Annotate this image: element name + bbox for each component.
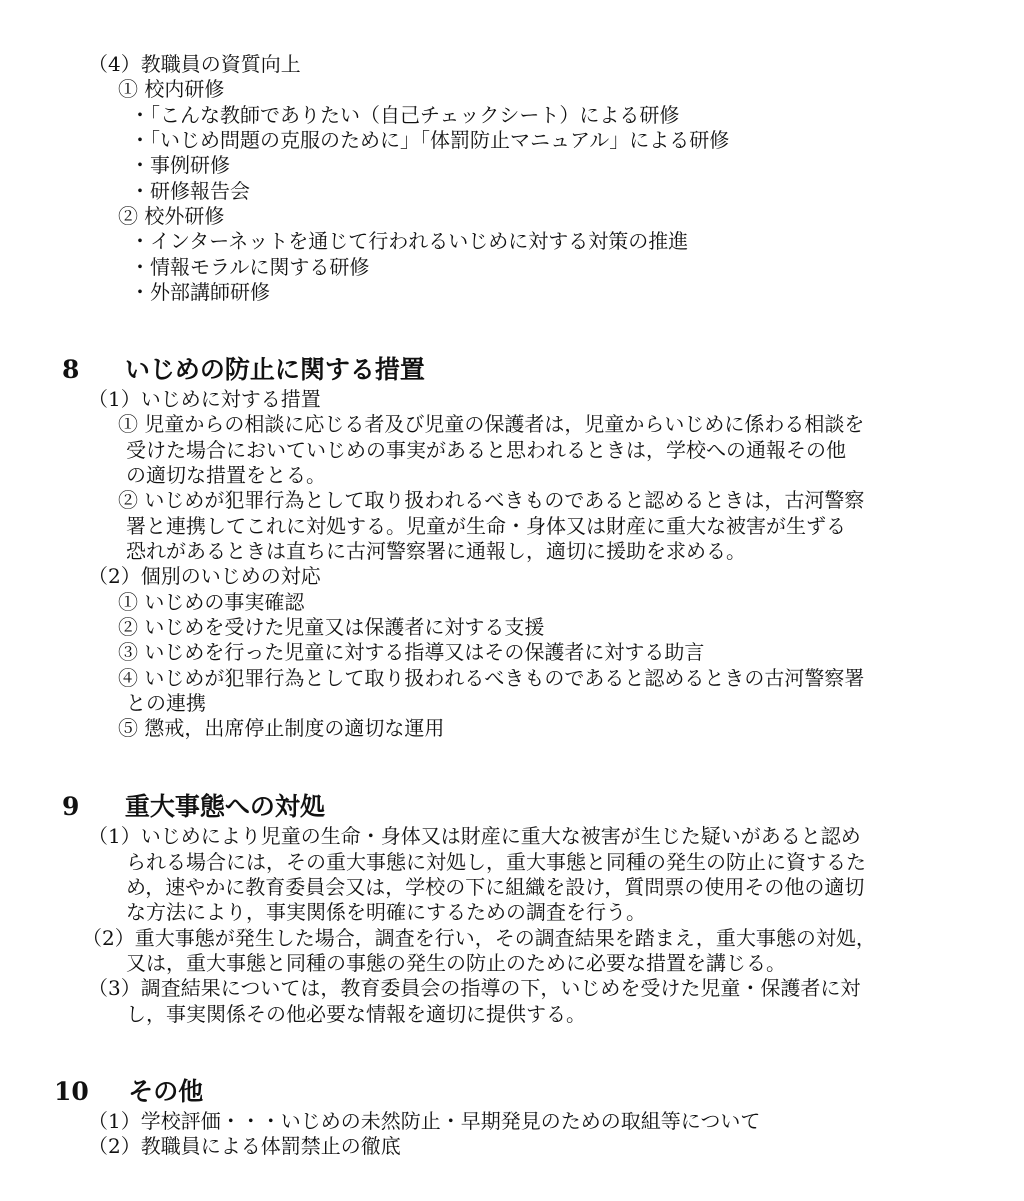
sub-heading: ① 校内研修 bbox=[118, 77, 225, 101]
subsection-heading: （4）教職員の資質向上 bbox=[88, 52, 301, 76]
paragraph-line: 受けた場合においていじめの事実があると思われるときは，学校への通報その他 bbox=[126, 438, 846, 462]
subsection-heading: （1）いじめに対する措置 bbox=[88, 387, 321, 411]
list-item: （2）教職員による体罰禁止の徹底 bbox=[88, 1134, 401, 1158]
list-item: （1）学校評価・・・いじめの未然防止・早期発見のための取組等について bbox=[88, 1109, 761, 1133]
section-heading bbox=[62, 355, 425, 385]
list-item: ⑤ 懲戒，出席停止制度の適切な運用 bbox=[118, 716, 445, 740]
paragraph-line: （2）重大事態が発生した場合，調査を行い，その調査結果を踏まえ，重大事態の対処， bbox=[82, 926, 876, 950]
section-title: 重大事態への対処 bbox=[124, 792, 325, 821]
list-item: ④ いじめが犯罪行為として取り扱われるべきものであると認めるときの古河警察署 bbox=[118, 666, 865, 690]
list-item: ・情報モラルに関する研修 bbox=[130, 255, 370, 279]
paragraph-line: （3）調査結果については，教育委員会の指導の下，いじめを受けた児童・保護者に対 bbox=[88, 976, 861, 1000]
list-item: ・「こんな教師でありたい（自己チェックシート）による研修 bbox=[130, 103, 680, 127]
section-number: 10 bbox=[54, 1077, 89, 1106]
list-item: ・インターネットを通じて行われるいじめに対する対策の推進 bbox=[130, 229, 689, 253]
list-item-continuation: との連携 bbox=[126, 691, 206, 715]
list-item: ・「いじめ問題の克服のために」「体罰防止マニュアル」による研修 bbox=[130, 128, 730, 152]
paragraph-line: 又は，重大事態と同種の事態の発生の防止のために必要な措置を講じる。 bbox=[126, 951, 786, 975]
list-item: ① いじめの事実確認 bbox=[118, 590, 305, 614]
section-title: その他 bbox=[128, 1077, 204, 1106]
paragraph-line: め，速やかに教育委員会又は，学校の下に組織を設け，質問票の使用その他の適切 bbox=[126, 875, 865, 899]
list-item: ③ いじめを行った児童に対する指導又はその保護者に対する助言 bbox=[118, 640, 705, 664]
sub-heading: ② 校外研修 bbox=[118, 204, 225, 228]
section-heading bbox=[62, 792, 325, 822]
list-item: ・研修報告会 bbox=[130, 179, 250, 203]
paragraph-line: な方法により，事実関係を明確にするための調査を行う。 bbox=[126, 900, 646, 924]
list-item: ・事例研修 bbox=[130, 153, 230, 177]
list-item: ② いじめを受けた児童又は保護者に対する支援 bbox=[118, 615, 545, 639]
paragraph-line: ① 児童からの相談に応じる者及び児童の保護者は，児童からいじめに係わる相談を bbox=[118, 412, 865, 436]
paragraph-line: の適切な措置をとる。 bbox=[126, 463, 326, 487]
section-number: 9 bbox=[62, 792, 80, 821]
section-number: 8 bbox=[62, 355, 80, 384]
section-heading bbox=[54, 1077, 203, 1107]
paragraph-line: し，事実関係その他必要な情報を適切に提供する。 bbox=[126, 1002, 586, 1026]
paragraph-line: 署と連携してこれに対処する。児童が生命・身体又は財産に重大な被害が生ずる bbox=[126, 514, 846, 538]
section-title: いじめの防止に関する措置 bbox=[124, 355, 425, 384]
paragraph-line: （1）いじめにより児童の生命・身体又は財産に重大な被害が生じた疑いがあると認め bbox=[88, 824, 861, 848]
subsection-heading: （2）個別のいじめの対応 bbox=[88, 564, 321, 588]
paragraph-line: ② いじめが犯罪行為として取り扱われるべきものであると認めるときは，古河警察 bbox=[118, 488, 865, 512]
paragraph-line: 恐れがあるときは直ちに古河警察署に通報し，適切に援助を求める。 bbox=[126, 539, 746, 563]
list-item: ・外部講師研修 bbox=[130, 280, 270, 304]
paragraph-line: られる場合には，その重大事態に対処し，重大事態と同種の発生の防止に資するた bbox=[126, 850, 866, 874]
